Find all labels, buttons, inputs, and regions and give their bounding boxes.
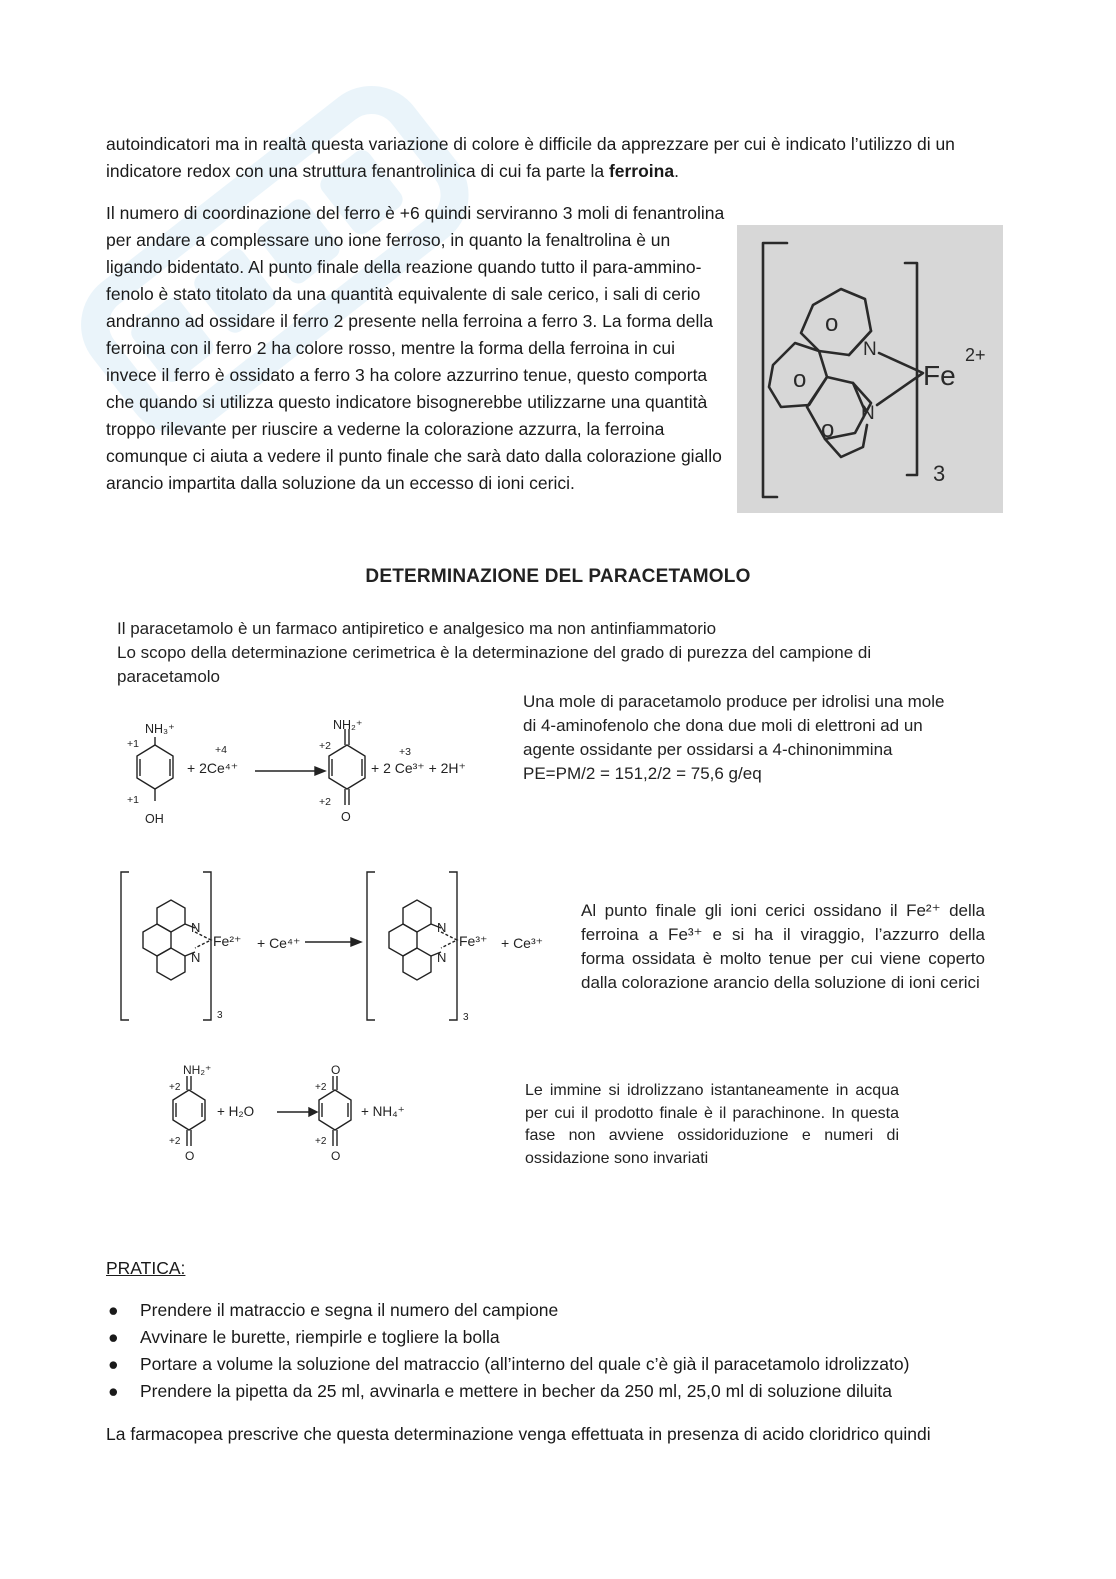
r3-h2o: + H₂O bbox=[217, 1104, 255, 1119]
ferroin-sketch-drawing bbox=[737, 225, 1003, 513]
intro-text: autoindicatori ma in realtà questa variazione di colore è difficile da apprezzare per cui è indicato l’utilizzo di un indicatore redox con una struttura fenantrolinica di cui fa parte la bbox=[106, 134, 955, 181]
r3-ox-top-2: +2 bbox=[315, 1082, 327, 1093]
r3-o-top: O bbox=[331, 1063, 341, 1077]
r1-nh2: NH₂⁺ bbox=[333, 718, 363, 732]
pratica-steps-list bbox=[106, 1297, 1006, 1405]
r2-ce4: + Ce⁴⁺ bbox=[257, 935, 301, 951]
r3-o-bottom: O bbox=[331, 1149, 341, 1163]
sketch-ring-o-1: o bbox=[825, 310, 839, 337]
r3-ox-top: +2 bbox=[169, 1082, 181, 1093]
list-item bbox=[106, 1324, 1006, 1351]
step-text: Prendere il matraccio e segna il numero del campione bbox=[140, 1300, 559, 1320]
sketch-ring-o-3: o bbox=[821, 416, 835, 443]
sketch-fe: Fe bbox=[923, 360, 956, 391]
bullet-icon: ● bbox=[108, 1354, 119, 1374]
r1-ce3-ox: +3 bbox=[399, 746, 411, 758]
pratica-heading: PRATICA: bbox=[106, 1258, 186, 1278]
sketch-fe-charge: 2+ bbox=[965, 345, 986, 365]
reaction1-line-2: di 4-aminofenolo che dona due moli di elettroni ad un bbox=[523, 716, 923, 735]
r2-n-top-2: N bbox=[437, 920, 447, 935]
r2-fe2: Fe²⁺ bbox=[213, 933, 242, 949]
r1-oh: OH bbox=[145, 812, 164, 826]
reaction1-line-4: PE=PM/2 = 151,2/2 = 75,6 g/eq bbox=[523, 764, 762, 783]
r1-nh3: NH₃⁺ bbox=[145, 722, 175, 736]
step-text: Prendere la pipetta da 25 ml, avvinarla e mettere in becher da 250 ml, 25,0 ml di soluzione diluita bbox=[140, 1381, 892, 1401]
r2-n-top: N bbox=[191, 920, 201, 935]
outro-paragraph: La farmacopea prescrive che questa determinazione venga effettuata in presenza di acido cloridrico quindi bbox=[106, 1424, 931, 1444]
reaction-ferroin-oxidation bbox=[115, 868, 565, 1028]
ferroina-bold: ferroina bbox=[608, 161, 675, 181]
r3-ox-bottom: +2 bbox=[169, 1136, 181, 1147]
reaction-imine-hydrolysis bbox=[165, 1062, 435, 1167]
r2-sub-1: 3 bbox=[217, 1010, 223, 1021]
r2-n-bottom-2: N bbox=[437, 950, 447, 965]
r1-ce-ox: +4 bbox=[215, 744, 227, 756]
intro-text-end: . bbox=[674, 161, 679, 181]
r3-nh2: NH₂⁺ bbox=[183, 1063, 212, 1077]
r1-products: + 2 Ce³⁺ + 2H⁺ bbox=[371, 760, 466, 776]
list-item bbox=[106, 1297, 1006, 1324]
sketch-n-top: N bbox=[863, 339, 877, 360]
r2-sub-2: 3 bbox=[463, 1012, 469, 1023]
r1-ox2-top: +2 bbox=[319, 740, 331, 752]
r2-fe3: Fe³⁺ bbox=[459, 933, 488, 949]
slide-title: DETERMINAZIONE DEL PARACETAMOLO bbox=[365, 566, 751, 587]
sketch-ring-o-2: o bbox=[793, 366, 807, 393]
r2-ce3: + Ce³⁺ bbox=[501, 935, 544, 951]
r1-ox-top: +1 bbox=[127, 738, 139, 750]
reaction1-line-3: agente ossidante per ossidarsi a 4-chinonimmina bbox=[523, 740, 893, 759]
r1-ce4: + 2Ce⁴⁺ bbox=[187, 760, 239, 776]
ferroina-paragraph: Il numero di coordinazione del ferro è +6 quindi serviranno 3 moli di fenantrolina per andare a complessare uno ione ferroso, in quanto la fenaltrolina è un ligando bidentato. Al punto finale della reazione quando tutto il para-ammino-fenolo è stato titolato da una quantità equivalente di sale cerico, i sali di cerio andranno ad ossidare il ferro 2 presente nella ferroina a ferro 3. La forma della ferroina con il ferro 2 ha colore rosso, mentre la forma della ferroina in cui invece il ferro è ossidato a ferro 3 ha colore azzurrino tenue, questo comporta che quando si utilizza questo indicatore bisognerebbe utilizzarne una quantità troppo rilevante per riuscire a vederne la colorazione azzurra, la ferroina comunque ci aiuta a vedere il punto finale che sarà dato dalla colorazione giallo arancio impartita dalla soluzione da un eccesso di ioni cerici. bbox=[106, 203, 725, 493]
reaction1-text bbox=[523, 690, 993, 786]
reaction-paracetamol-oxidation bbox=[115, 715, 515, 830]
bullet-icon: ● bbox=[108, 1381, 119, 1401]
reaction2-text: Al punto finale gli ioni cerici ossidano il Fe²⁺ della ferroina a Fe³⁺ e si ha il viraggio, l’azzurro della forma ossidata è molto tenue per cui viene coperto dalla colorazione arancio della soluzione di ioni cerici bbox=[581, 901, 985, 992]
step-text: Avvinare le burette, riempirle e togliere la bolla bbox=[140, 1327, 500, 1347]
r2-n-bottom: N bbox=[191, 950, 201, 965]
slide-line-2: Lo scopo della determinazione cerimetrica è la determinazione del grado di purezza del campione di paracetamolo bbox=[117, 643, 872, 686]
reaction1-line-1: Una mole di paracetamolo produce per idrolisi una mole bbox=[523, 692, 945, 711]
r1-ox-bottom: +1 bbox=[127, 794, 139, 806]
sketch-n-bottom: N bbox=[861, 403, 875, 424]
bullet-icon: ● bbox=[108, 1327, 119, 1347]
intro-paragraph bbox=[106, 131, 1006, 185]
list-item bbox=[106, 1378, 1006, 1405]
slide-intro bbox=[117, 617, 967, 689]
list-item bbox=[106, 1351, 1006, 1378]
step-text: Portare a volume la soluzione del matraccio (all’interno del quale c’è già il paracetamolo idrolizzato) bbox=[140, 1354, 910, 1374]
sketch-subscript: 3 bbox=[933, 461, 946, 486]
r3-o-1: O bbox=[185, 1149, 195, 1163]
reaction3-text: Le immine si idrolizzano istantaneamente in acqua per cui il prodotto finale è il parachinone. In questa fase non avviene ossidoriduzione e numeri di ossidazione sono invariati bbox=[525, 1082, 899, 1167]
slide-line-1: Il paracetamolo è un farmaco antipiretico e analgesico ma non antinfiammatorio bbox=[117, 619, 717, 638]
r1-ox2-bottom: +2 bbox=[319, 796, 331, 808]
bullet-icon: ● bbox=[108, 1300, 119, 1320]
r1-o: O bbox=[341, 810, 351, 824]
r3-ox-bottom-2: +2 bbox=[315, 1136, 327, 1147]
r3-nh4: + NH₄⁺ bbox=[361, 1104, 405, 1119]
ferroin-sketch-photo bbox=[737, 225, 1003, 513]
